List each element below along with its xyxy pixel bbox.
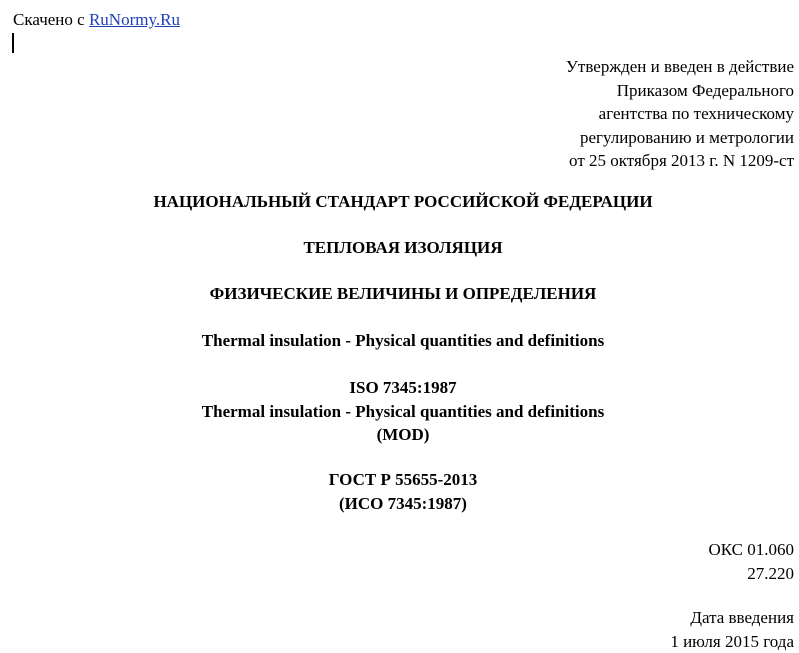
effective-date-value: 1 июля 2015 года	[670, 630, 794, 653]
approval-line: Утвержден и введен в действие	[566, 55, 794, 79]
approval-line: от 25 октября 2013 г. N 1209-ст	[566, 149, 794, 173]
topic-heading: ФИЗИЧЕСКИЕ ВЕЛИЧИНЫ И ОПРЕДЕЛЕНИЯ	[0, 284, 799, 304]
gost-block	[0, 468, 799, 515]
subject-heading: ТЕПЛОВАЯ ИЗОЛЯЦИЯ	[0, 238, 799, 258]
oks-line: ОКС 01.060	[708, 538, 794, 562]
iso-reference-block	[0, 376, 799, 447]
source-link[interactable]: RuNormy.Ru	[89, 10, 180, 29]
iso-modification: (MOD)	[0, 423, 799, 447]
gost-number: ГОСТ Р 55655-2013	[0, 468, 799, 492]
source-prefix: Скачено с	[13, 10, 89, 29]
effective-date-label: Дата введения	[670, 606, 794, 630]
approval-line: регулированию и метрологии	[566, 126, 794, 150]
oks-line: 27.220	[708, 562, 794, 586]
standard-type-heading: НАЦИОНАЛЬНЫЙ СТАНДАРТ РОССИЙСКОЙ ФЕДЕРАЦИИ	[0, 192, 799, 212]
effective-date-block	[670, 606, 794, 653]
oks-block	[708, 538, 794, 585]
iso-code: ISO 7345:1987	[0, 376, 799, 400]
approval-block	[566, 55, 794, 173]
iso-title: Thermal insulation - Physical quantities and definitions	[0, 400, 799, 424]
english-title: Thermal insulation - Physical quantities and definitions	[0, 331, 799, 351]
text-cursor	[12, 33, 14, 53]
approval-line: Приказом Федерального	[566, 79, 794, 103]
gost-iso-equivalent: (ИСО 7345:1987)	[0, 492, 799, 516]
source-line	[13, 9, 180, 31]
approval-line: агентства по техническому	[566, 102, 794, 126]
